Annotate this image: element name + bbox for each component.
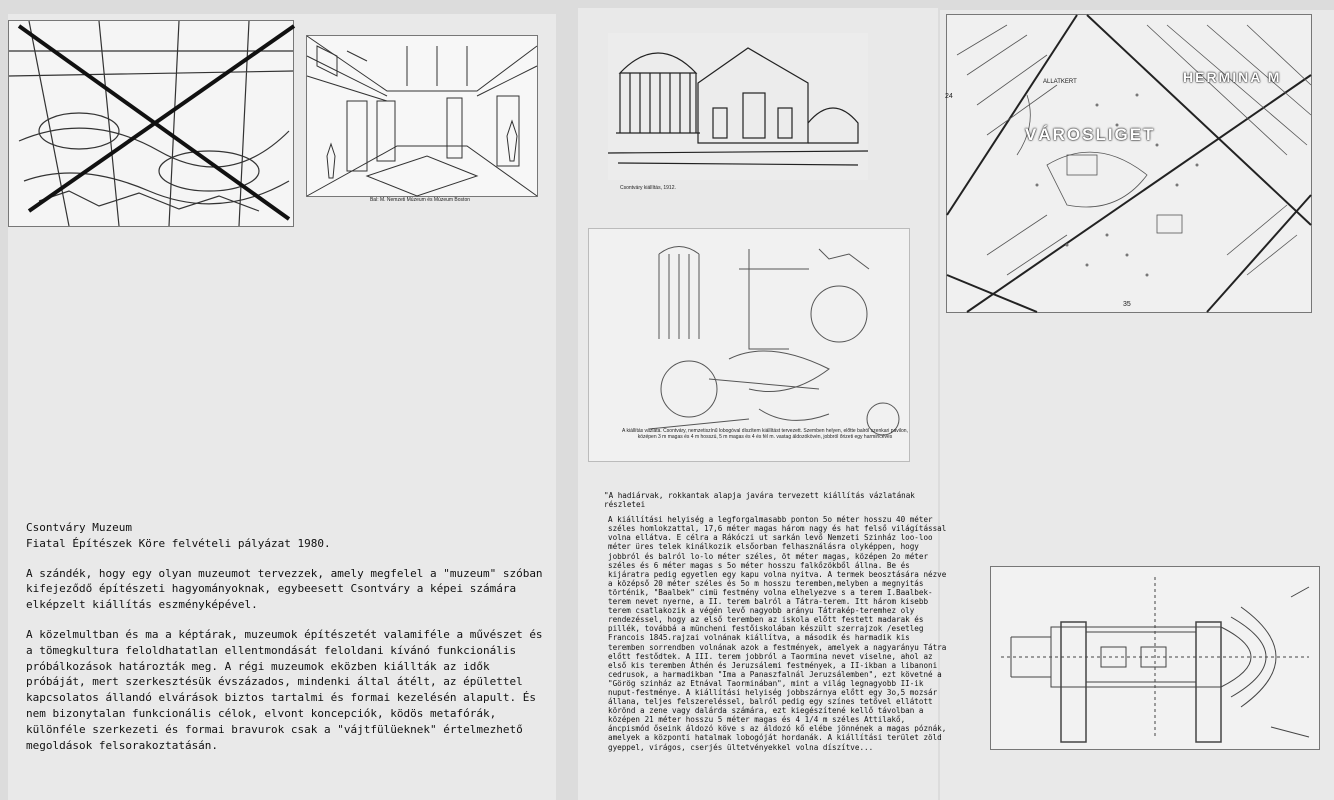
second-paragraph: A közelmultban és ma a képtárak, muzeumok építészetét valamiféle a művészet és a tömegkultura feloldhatatlan ellentmondását feloldani kívánó funkcionális próbálkozások határozták meg. A régi muzeumok eközben kiállták az idők próbáját, mert szerkesztésük évszázados, mindenki által átélt, az épülettel kapcsolatos állandó elvárások biztos tartalmi és formai kezelésén alapult. És nem bizonytalan funkcionális célok, elvont koncepciók, ködös metafórák, különféle szerkezeti és formai bravurok csak a "vájtfülüeknek" értelmezhető megoldások felsorakoztatásán. bbox=[26, 627, 543, 752]
pavilion-caption: Csontváry kiállítás, 1912. bbox=[620, 185, 676, 191]
intro-paragraph: A szándék, hogy egy olyan muzeumot tervezzek, amely megfelel a "muzeum" szóban kifejeződő építészeti hagyományoknak, egybeesett Csontváry a képei számára elképzelt kiállítás eszményképével. bbox=[26, 566, 543, 612]
sketch-caption: A kiállítás vázlata. Csontváry, nemzetiszínű lobogóval díszítem kiállítást tervezett. Szemben helyen, előtte balról szenkari pavilon, középen 3 m magas és 4 m hosszú, 5 m magas és 4 és fél m. vastag áldozókövén, jobbról őrizeti egy harmincéves bbox=[622, 428, 908, 440]
floor-plan-image bbox=[990, 566, 1320, 750]
layout-sketch-image bbox=[588, 228, 910, 462]
exhibition-description-block bbox=[604, 491, 950, 752]
exhibition-heading: "A hadiárvak, rokkantak alapja javára tervezett kiállítás vázlatának részletei bbox=[604, 491, 915, 510]
pavilion-image bbox=[608, 33, 868, 180]
interior-caption: Bal: M. Nemzeti Múzeum és Múzeum Boston bbox=[369, 197, 471, 203]
map-label-allatkert: ALLATKERT bbox=[1043, 79, 1077, 85]
museum-interior-image bbox=[306, 35, 538, 197]
crossed-out-sketch-image bbox=[8, 20, 294, 227]
map-label-hermina: HERMINA M bbox=[1183, 69, 1282, 85]
varosliget-map-image bbox=[946, 14, 1312, 313]
exhibition-body: A kiállítási helyiség a legforgalmasabb ponton 5o méter hosszu 40 méter széles homlokzattal, 17,6 méter magas három nagy és hat felső világítással volna ellátva. E célra a Rákóczi ut sarkán levő Nemzeti Szinház loo-loo méter üres telek kinálkozik elsőorban felhasználásra olyképpen, hogy jobbról és balról lo-lo méter széles, öt méter magas, középen 2o méter széles és 6 méter magas s 5o méter hosszu falkőzökből állna. Be és kijáratra pedig egyetlen egy kapu volna nyitva. A termek beosztására nézve a középső 20 méter széles és 5o m hosszu teremben,melyben a megnyitás történik, "Baalbek" cimü festmény volna elhelyezve s a terem I.Baalbek-terem nevet nyerne, a II. terem balról a Tátra-terem. Itt három kisebb terem csatlakozik a végén levő nagyobb arányu Tátrakép-teremhez oly rendezéssel, hogy az első teremben az iskola előtt festett madarak és pillék, továbbá a müncheni festőiskolában készült szerrajzok /esetleg Francois 1845.rajzai volnának kiállítva, a második és harmadik kis teremben sorrendben volnának azok a festmények, amelyek a nagyarányu Tátra előtt festődtek. A III. terem jobbról a Taormina nevet viselne, ahol az első kis teremben Áthén és Jeruzsálemi festmények, a II-ikban a libanoni cedrusok, a harmadikban "Ima a Panaszfalnál Jeruzsálemben", ezt követné a "Görög szinház az Etnával Taorminában", mint a világ legnagyobb II-ik nuput-festménye. A kiállítási helyiség jobbszárnya előtt egy 3o,5 mozsár állana, teljes felszereléssel, balról pedig egy színes tetővel ellátott körönd a zene vagy dalárda számára, ezt kiegészítené kellő távolban a középen 21 méter hosszu 5 méter magas és 4 1/4 m széles Attilakő, áncpismód őseink áldozó köve s az áldozó kő elébe jönnének a magas póznák, amelyek a központi hatalmak lobogóját hordanák. A kiállítási terület zöld gyeppel, virágos, cserjés ültetvényekkel volna díszítve... bbox=[608, 515, 947, 752]
map-number-left: 24 bbox=[945, 93, 953, 100]
main-text-block bbox=[26, 520, 546, 767]
museum-title: Csontváry Muzeum bbox=[26, 521, 132, 534]
map-label-varosliget: VÁROSLIGET bbox=[1025, 125, 1156, 144]
competition-subtitle: Fiatal Építészek Köre felvételi pályázat 1980. bbox=[26, 536, 331, 550]
map-number-bottom: 35 bbox=[1123, 301, 1131, 308]
